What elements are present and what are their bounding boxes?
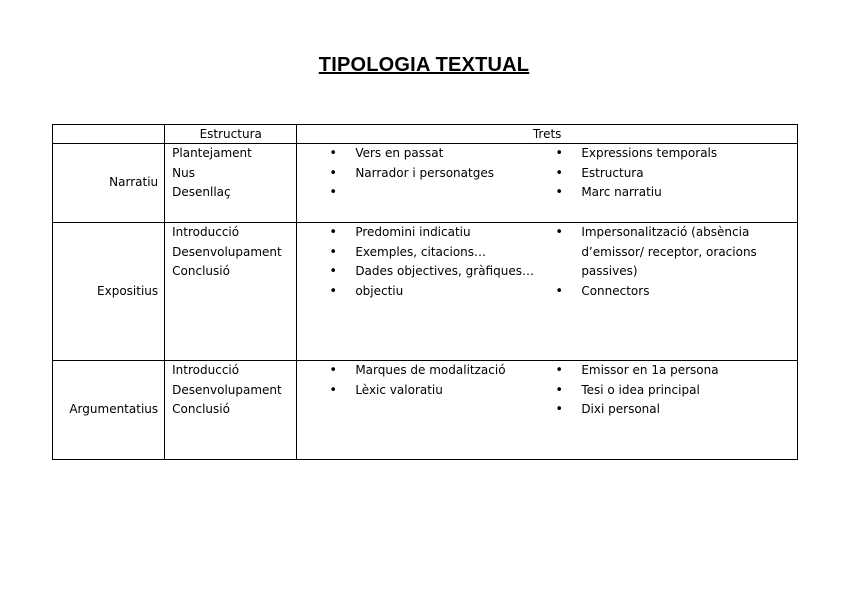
list-item: • Vers en passat — [329, 144, 541, 164]
list-item: • Expressions temporals — [555, 144, 785, 164]
trets-list-left — [297, 223, 541, 301]
estructura-cell — [165, 361, 297, 460]
header-estructura: Estructura — [165, 125, 297, 144]
list-item: • Exemples, citacions… — [329, 243, 541, 263]
estructura-item: Desenllaç — [172, 185, 231, 199]
estructura-item: Conclusió — [172, 402, 230, 416]
trets-list-left — [297, 144, 541, 203]
estructura-cell — [165, 144, 297, 223]
list-item: • objectiu — [329, 282, 541, 302]
list-item — [329, 183, 541, 203]
table-row — [53, 361, 798, 460]
estructura-item: Desenvolupament — [172, 382, 282, 397]
trets-cell — [297, 361, 798, 460]
trets-list-left — [297, 361, 541, 420]
trets-list-right — [541, 144, 785, 203]
estructura-item: Introducció — [172, 363, 240, 377]
row-type-label: Narratiu — [53, 144, 165, 223]
table-row — [53, 144, 798, 223]
trets-cell — [297, 144, 798, 223]
list-item: • Marques de modalització — [329, 361, 541, 381]
tipologia-table — [52, 124, 798, 460]
row-type-label: Argumentatius — [53, 361, 165, 460]
list-item: • Lèxic valoratiu — [329, 381, 541, 401]
estructura-item: Plantejament — [172, 146, 252, 160]
header-trets: Trets — [297, 125, 798, 144]
header-empty-cell — [53, 125, 165, 144]
estructura-item: Conclusió — [172, 264, 230, 278]
table-header-row — [53, 125, 798, 144]
estructura-cell — [165, 223, 297, 361]
trets-list-right — [541, 361, 785, 420]
list-item: • Narrador i personatges — [329, 164, 541, 184]
page-title: TIPOLOGIA TEXTUAL — [318, 54, 530, 76]
list-item: • Dades objectives, gràfiques… — [329, 262, 541, 282]
list-item: • Marc narratiu — [555, 183, 785, 203]
estructura-item: Introducció — [172, 225, 240, 239]
list-item: • Dixi personal — [555, 400, 785, 420]
row-type-label: Expositius — [53, 223, 165, 361]
table-row — [53, 223, 798, 361]
trets-cell — [297, 223, 798, 361]
list-item: • Connectors — [555, 282, 785, 302]
list-item: • Impersonalització (absència d’emissor/ receptor, oracions passives) — [555, 223, 785, 282]
trets-list-right — [541, 223, 785, 301]
list-item: • Predomini indicatiu — [329, 223, 541, 243]
estructura-item: Desenvolupament — [172, 244, 282, 259]
list-item: • Estructura — [555, 164, 785, 184]
list-item: • Emissor en 1a persona — [555, 361, 785, 381]
estructura-item: Nus — [172, 165, 195, 180]
list-item: • Tesi o idea principal — [555, 381, 785, 401]
